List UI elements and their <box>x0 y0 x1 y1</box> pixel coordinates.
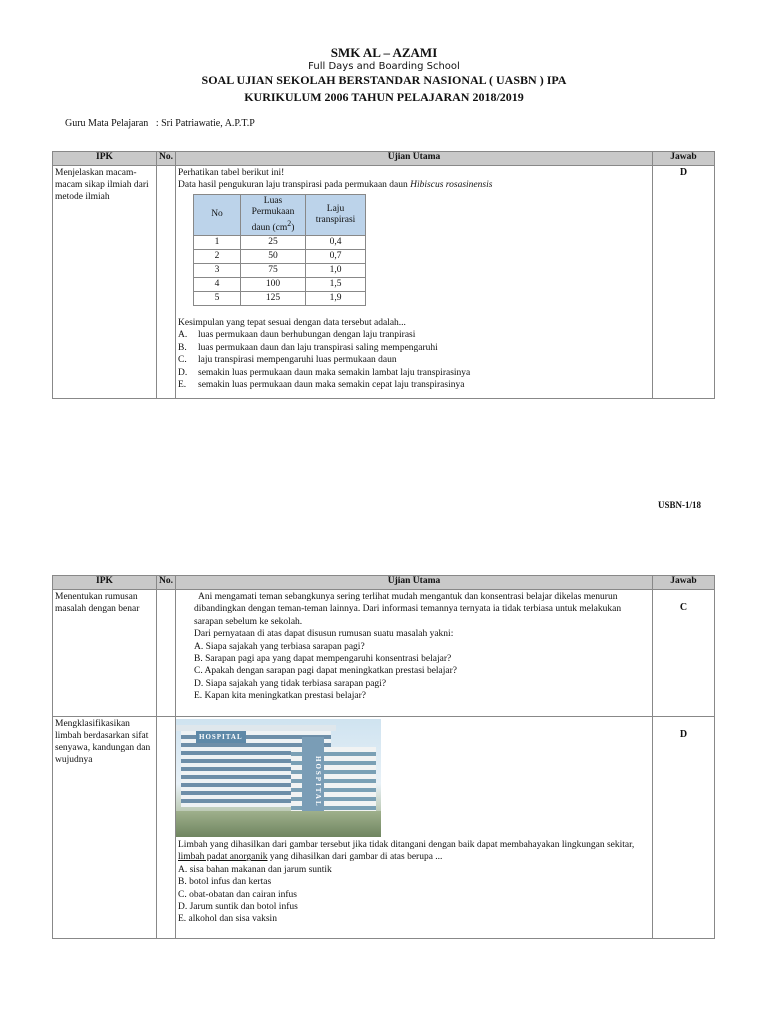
table-row <box>53 166 715 399</box>
ipk-cell: Menentukan rumusan masalah dengan benar <box>53 590 157 717</box>
option-a: A. Siapa sajakah yang terbiasa sarapan pagi? <box>194 641 365 652</box>
exam-title: SOAL UJIAN SEKOLAH BERSTANDAR NASIONAL ( UASBN ) IPA <box>201 73 567 87</box>
transpiration-table <box>193 194 366 306</box>
teacher-name: Sri Patriawatie, A.P.T.P <box>161 118 255 129</box>
no-cell <box>157 166 176 399</box>
inner-cell: 1,9 <box>306 291 366 305</box>
header-main: Ujian Utama <box>176 152 653 166</box>
option-e: E. Kapan kita meningkatkan prestasi belajar? <box>194 691 366 702</box>
question-part1: Limbah yang dihasilkan dari gambar tersebut jika tidak ditangani dengan baik dapat membahayakan lingkungan sekitar, <box>178 840 635 850</box>
data-caption-text: Data hasil pengukuran laju transpirasi pada permukaan daun <box>178 180 408 191</box>
inner-row <box>194 263 366 277</box>
question-text <box>178 839 650 864</box>
inner-cell: 50 <box>241 249 306 263</box>
option-e: E. alkohol dan sisa vaksin <box>178 914 277 925</box>
table-row <box>53 590 715 717</box>
school-subtitle: Full Days and Boarding School <box>308 61 460 72</box>
inner-cell: 1,0 <box>306 263 366 277</box>
option-b: B. Sarapan pagi apa yang dapat mempengaruhi konsentrasi belajar? <box>194 654 452 665</box>
question-body <box>176 590 653 717</box>
option-letter: C. <box>178 355 187 366</box>
inner-row <box>194 249 366 263</box>
answer-cell: D <box>653 166 715 399</box>
header-answer: Jawab <box>653 152 715 166</box>
inner-cell: 3 <box>194 263 241 277</box>
question-table-2 <box>52 575 715 939</box>
no-cell <box>157 590 176 717</box>
school-name: SMK AL – AZAMI <box>330 45 438 60</box>
inner-header-rate: Laju transpirasi <box>306 194 366 235</box>
option-letter: B. <box>178 342 187 353</box>
option-a <box>178 329 650 341</box>
question-intro: Perhatikan tabel berikut ini! <box>178 168 285 178</box>
table-header-row <box>53 152 715 166</box>
option-letter: A. <box>178 330 188 341</box>
option-letter: E. <box>178 380 187 390</box>
option-c: C. Apakah dengan sarapan pagi dapat meningkatkan prestasi belajar? <box>194 666 457 677</box>
inner-cell: 125 <box>241 291 306 305</box>
question-body <box>176 166 653 399</box>
header-ipk: IPK <box>53 576 157 590</box>
option-d <box>178 367 650 379</box>
question-body <box>176 717 653 939</box>
question-text: Kesimpulan yang tepat sesuai dengan data tersebut adalah... <box>178 317 406 328</box>
inner-row <box>194 277 366 291</box>
option-letter: D. <box>178 367 188 378</box>
option-c: C. obat-obatan dan cairan infus <box>178 889 297 900</box>
inner-cell: 75 <box>241 263 306 277</box>
ipk-cell: Menjelaskan macam-macam sikap ilmiah dari metode ilmiah <box>53 166 157 399</box>
inner-row <box>194 235 366 249</box>
inner-header-row <box>194 194 366 235</box>
option-d: D. Siapa sajakah yang tidak terbiasa sarapan pagi? <box>194 678 387 689</box>
underlined-phrase: limbah padat anorganik <box>178 852 268 863</box>
inner-cell: 2 <box>194 249 241 263</box>
teacher-line <box>65 118 255 129</box>
curriculum-line: KURIKULUM 2006 TAHUN PELAJARAN 2018/2019 <box>244 90 524 104</box>
header-main: Ujian Utama <box>176 576 653 590</box>
data-caption <box>178 179 650 191</box>
option-c <box>178 354 650 366</box>
inner-cell: 0,4 <box>306 235 366 249</box>
header-no: No. <box>157 576 176 590</box>
inner-cell: 100 <box>241 277 306 291</box>
question-part2: yang dihasilkan dari gambar di atas berupa ... <box>269 852 443 863</box>
hospital-image <box>176 719 381 837</box>
header-answer: Jawab <box>653 576 715 590</box>
ipk-cell: Mengklasifikasikan limbah berdasarkan sifat senyawa, kandungan dan wujudnya <box>53 717 157 939</box>
inner-cell: 5 <box>194 291 241 305</box>
inner-cell: 1 <box>194 235 241 249</box>
option-text: luas permukaan daun berhubungan dengan laju tranpirasi <box>198 330 416 341</box>
option-text: laju transpirasi mempengaruhi luas permukaan daun <box>198 355 397 366</box>
option-b <box>178 342 650 354</box>
inner-header-area: Luas Permukaan daun $(cm^2)$ <box>241 194 306 235</box>
no-cell <box>157 717 176 939</box>
inner-cell: 1,5 <box>306 277 366 291</box>
inner-cell: 25 <box>241 235 306 249</box>
question-text: Dari pernyataan di atas dapat disusun rumusan suatu masalah yakni: <box>194 629 454 640</box>
option-text: semakin luas permukaan daun maka semakin cepat laju transpirasinya <box>198 380 465 390</box>
question-paragraph: Ani mengamati teman sebangkunya sering terlihat mudah mengantuk dan konsentrasi belajar dikelas menurun dibandingkan dengan teman-teman lainnya. Dari informasi temannya ternyata ia tidak terbiasa untuk melakukan sarapan sebelum ke sekolah. <box>194 592 622 627</box>
teacher-label: Guru Mata Pelajaran <box>65 118 149 129</box>
inner-header-no: No <box>194 194 241 235</box>
option-a: A. sisa bahan makanan dan jarum suntik <box>178 864 332 875</box>
header-ipk: IPK <box>53 152 157 166</box>
inner-cell: 4 <box>194 277 241 291</box>
species-name: Hibiscus rosasinensis <box>410 180 493 191</box>
option-b: B. botol infus dan kertas <box>178 877 272 888</box>
hospital-sign: HOSPITAL <box>196 731 246 743</box>
option-e <box>178 379 650 391</box>
page-number: USBN-1/18 <box>658 500 702 510</box>
question-table-1 <box>52 151 715 399</box>
table-header-row <box>53 576 715 590</box>
header-no: No. <box>157 152 176 166</box>
inner-cell: 0,7 <box>306 249 366 263</box>
hospital-tower-sign: HOSPITAL <box>302 737 324 827</box>
option-text: semakin luas permukaan daun maka semakin lambat laju transpirasinya <box>198 367 471 378</box>
answer-cell: C <box>653 590 715 717</box>
option-d: D. Jarum suntik dan botol infus <box>178 902 298 913</box>
inner-row <box>194 291 366 305</box>
teacher-sep: : <box>155 118 159 129</box>
answer-cell: D <box>653 717 715 939</box>
table-row <box>53 717 715 939</box>
option-text: luas permukaan daun dan laju transpirasi saling mempengaruhi <box>198 342 438 353</box>
